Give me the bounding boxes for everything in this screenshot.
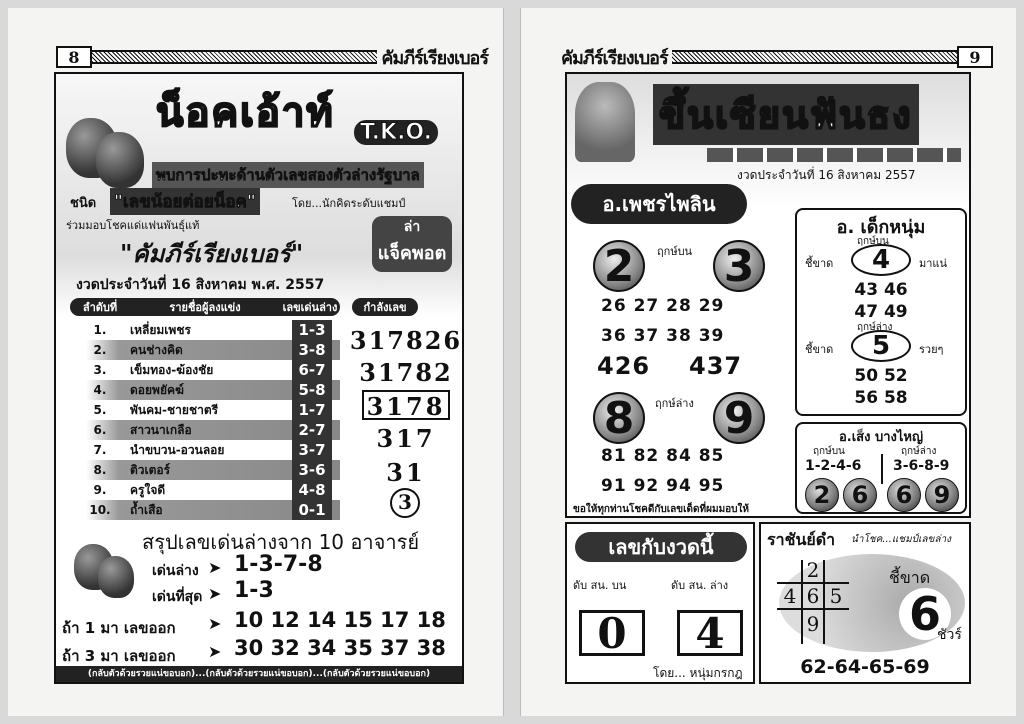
col-name: รายชื่อผู้ลงแข่ง [169, 301, 241, 314]
row-name: ดอยพยัคฆ์ [130, 382, 184, 397]
if3-value: 30 32 34 35 37 38 [234, 636, 446, 660]
wish-text: ขอให้ทุกท่านโชคดีกับเลขเด็ดที่ผมมอบให้ [573, 504, 750, 515]
row-name: สาวนาเกลือ [130, 422, 192, 437]
right-header [557, 44, 993, 70]
row-no: 2. [93, 343, 107, 357]
row-no: 10. [89, 503, 111, 517]
kind-label: ชนิด [70, 196, 97, 211]
m3-ball: 9 [925, 478, 959, 512]
close-digits-box [565, 522, 755, 684]
table-row [70, 400, 340, 420]
if1-label: ถ้า 1 มา เลขออก [62, 619, 176, 637]
arrow-icon: ➤ [208, 558, 222, 577]
three2: 437 [689, 352, 743, 380]
magazine-title: คัมภีร์เรียงเบอร์ [381, 47, 488, 69]
row-digits: 3-7 [292, 440, 332, 460]
m3-lower: ฤกษ์ล่าง [901, 446, 937, 457]
right-top-frame [565, 72, 971, 518]
header-hatch [92, 50, 377, 64]
kind-name: "เลขน้อยต่อยน็อค" [110, 188, 260, 215]
row-digits: 3-8 [292, 340, 332, 360]
table-header [70, 298, 340, 316]
arrow-icon: ➤ [208, 642, 222, 661]
m2-big1: 4 [851, 244, 911, 276]
close-up-box: 0 [579, 610, 645, 656]
row-no: 7. [93, 443, 107, 457]
close-low-label: ดับ สน. ล่าง [671, 579, 729, 592]
upper-ball-a: 2 [593, 240, 645, 292]
master1-badge: อ.เพชรไพลิน [571, 184, 747, 224]
m2-lower: ฤกษ์ล่าง [857, 322, 893, 333]
left-header [56, 44, 492, 70]
row-no: 6. [93, 423, 107, 437]
title-knockout: น็อคเอ้าท์ [156, 90, 335, 136]
row-name: ติวเตอร์ [130, 462, 171, 477]
top-lower-label: เด่นล่าง [152, 563, 199, 579]
table-row [70, 460, 340, 480]
sure-label: ชัวร์ [937, 627, 962, 643]
m2-a: 43 46 [854, 280, 908, 300]
table-row [70, 320, 340, 340]
close-low-box: 4 [677, 610, 743, 656]
close-title: เลขกับงวดนี้ [575, 532, 747, 562]
m2-ref2: ชี้ขาด [805, 343, 834, 356]
rachan-box [759, 522, 971, 684]
page-number: 9 [957, 46, 993, 68]
subtitle: พบการปะทะด้านตัวเลขสองตัวล่างรัฐบาล [152, 162, 424, 188]
rachan-title: ราชันย์ดำ [767, 530, 836, 549]
grid-cell: 2 [806, 558, 820, 582]
m2-d: 56 58 [854, 388, 908, 408]
magazine-title: คัมภีร์เรียงเบอร์ [561, 47, 668, 69]
table-row [70, 380, 340, 400]
power-1: 317826 [349, 326, 463, 355]
grid-cell: 4 [783, 584, 797, 608]
m3-ball: 6 [843, 478, 877, 512]
best-label: เด่นที่สุด [152, 589, 203, 605]
if1-value: 10 12 14 15 17 18 [234, 608, 446, 632]
row-no: 4. [93, 383, 107, 397]
best-value: 1-3 [234, 578, 274, 603]
col-power: กำลังเลข [352, 298, 418, 316]
three1: 426 [597, 352, 651, 380]
boxing-glove-icon [96, 132, 144, 188]
m2-rich: รวยๆ [919, 343, 944, 356]
draw-date: งวดประจำวันที่ 16 สิงหาคม 2557 [737, 168, 916, 182]
big-six: 6 [899, 588, 951, 640]
close-up-label: ดับ สน. บน [573, 579, 627, 592]
row3: 81 82 84 85 [601, 446, 725, 466]
close-by: โดย... หนุ่มกรกฎ [653, 666, 743, 680]
m2-b: 47 49 [854, 302, 908, 322]
row-digits: 6-7 [292, 360, 332, 380]
draw-date: งวดประจำวันที่ 16 สิงหาคม พ.ศ. 2557 [76, 277, 325, 293]
table-row [70, 500, 340, 520]
m3-divider [881, 454, 883, 484]
kind-by: โดย...นักคิดระดับแชมป์ [292, 197, 406, 210]
lower-label: ฤกษ์ล่าง [655, 397, 694, 410]
m3-ball: 6 [887, 478, 921, 512]
table-row [70, 440, 340, 460]
col-no: ลำดับที่ [82, 301, 118, 314]
power-5: 31 [386, 458, 426, 487]
m3-low-val: 3-6-8-9 [893, 458, 950, 474]
grid-cell: 6 [806, 584, 820, 608]
row-name: คนช่างคิด [130, 342, 183, 357]
pattern-strip [707, 148, 961, 162]
jackpot-top: ล่า [403, 219, 421, 235]
rachan-sub: นำโชค...แชมป์เลขล่าง [851, 534, 952, 545]
brand-name: "คัมภีร์เรียงเบอร์" [120, 239, 304, 268]
title-tko: T.K.O. [354, 120, 438, 145]
row-digits: 0-1 [292, 500, 332, 520]
page-title: ขึ้นเซียนฟันธง [653, 84, 919, 145]
right-page [520, 8, 1016, 716]
row-no: 3. [93, 363, 107, 377]
referee-label: ชี้ขาด [889, 568, 931, 587]
arrow-icon: ➤ [208, 614, 222, 633]
m2-upper: ฤกษ์บน [857, 236, 889, 247]
master3-box [795, 422, 967, 514]
row-no: 5. [93, 403, 107, 417]
arrow-icon: ➤ [208, 584, 222, 603]
row-digits: 4-8 [292, 480, 332, 500]
power-3: 3178 [362, 390, 450, 420]
page-number: 8 [56, 46, 92, 68]
power-4: 317 [376, 424, 436, 453]
row-name: ครูใจดี [130, 482, 166, 497]
table-row [70, 420, 340, 440]
co-present: ร่วมมอบโชคแด่แฟนพันธุ์แท้ [66, 219, 200, 232]
m2-come: มาแน่ [919, 257, 948, 270]
power-2: 31782 [359, 358, 453, 387]
row-no: 9. [93, 483, 107, 497]
rachan-nums: 62-64-65-69 [800, 656, 930, 678]
row1: 26 27 28 29 [601, 296, 725, 316]
upper-ball-b: 3 [713, 240, 765, 292]
jackpot-badge [372, 216, 452, 272]
row-digits: 1-7 [292, 400, 332, 420]
top-lower-value: 1-3-7-8 [234, 552, 323, 577]
row-name: เหลี่ยมเพชร [130, 322, 191, 337]
boxing-glove-icon [98, 556, 134, 598]
jackpot-label: แจ็คพอต [377, 243, 447, 264]
if3-label: ถ้า 3 มา เลขออก [62, 647, 176, 665]
master3-name: อ.เส็ง บางไหญ่ [838, 430, 924, 445]
m2-ref1: ชี้ขาด [805, 257, 834, 270]
row-name: พันคม-ชายชาตรี [130, 402, 219, 417]
m2-big2: 5 [851, 330, 911, 362]
row-no: 8. [93, 463, 107, 477]
row-name: ถ้ำเสือ [130, 502, 163, 517]
row2: 36 37 38 39 [601, 326, 725, 346]
row-digits: 1-3 [292, 320, 332, 340]
row-digits: 5-8 [292, 380, 332, 400]
lower-ball-a: 8 [593, 392, 645, 444]
col-digits: เลขเด่นล่าง [282, 301, 338, 314]
grid-cell: 5 [829, 584, 843, 608]
table-row [70, 360, 340, 380]
power-6: 3 [390, 488, 420, 518]
m3-upper: ฤกษ์บน [813, 446, 845, 457]
grid-line [777, 608, 849, 610]
master2-box [795, 208, 967, 416]
m3-ball: 2 [805, 478, 839, 512]
deity-image [575, 82, 635, 162]
master2-name: อ. เด็กหนุ่ม [836, 217, 926, 238]
footer-strip: (กลับตัวด้วยรวยแน่ขอบอก)...(กลับตัวด้วยรวยแน่ขอบอก)...(กลับตัวด้วยรวยแน่ขอบอก) [56, 666, 462, 682]
table-row [70, 480, 340, 500]
lower-ball-b: 9 [713, 392, 765, 444]
summary-title: สรุปเลขเด่นล่างจาก 10 อาจารย์ [142, 530, 420, 554]
grid-cell: 9 [806, 612, 820, 636]
row-name: เข็มทอง-ฆ้องชัย [130, 362, 214, 377]
row-no: 1. [93, 323, 107, 337]
header-hatch [672, 50, 957, 64]
left-article-frame [54, 72, 464, 684]
m2-c: 50 52 [854, 366, 908, 386]
row-digits: 3-6 [292, 460, 332, 480]
row4: 91 92 94 95 [601, 476, 725, 496]
m3-up-val: 1-2-4-6 [805, 458, 862, 474]
row-digits: 2-7 [292, 420, 332, 440]
row-name: นำขบวน-อวนลอย [130, 442, 225, 457]
table-row [70, 340, 340, 360]
upper-label: ฤกษ์บน [657, 245, 693, 258]
left-page [8, 8, 504, 716]
